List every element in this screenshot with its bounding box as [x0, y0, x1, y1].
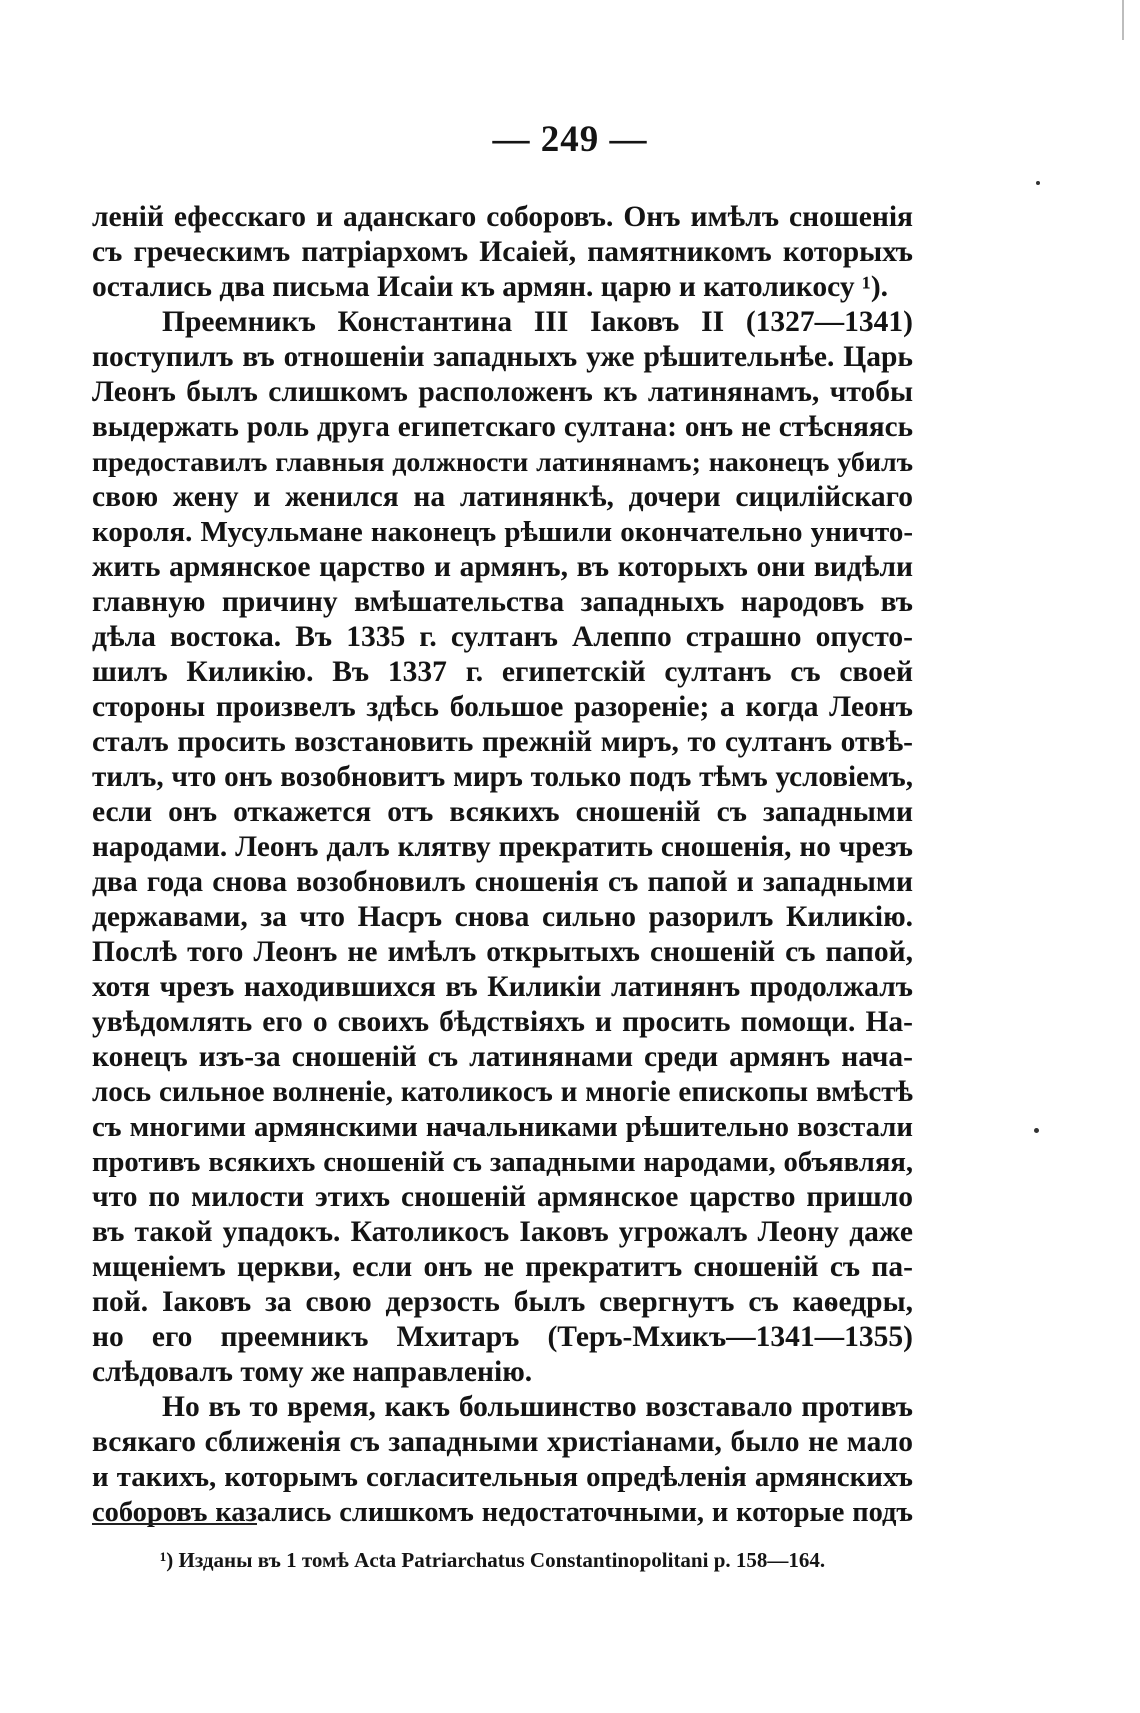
- text-line: поступилъ въ отношеніи западныхъ уже рѣшительнѣе. Царь: [92, 341, 913, 373]
- footnote: ¹) Изданы въ 1 томѣ Acta Patriarchatus Constantinopolitani p. 158—164.: [160, 1548, 826, 1572]
- text-line: главную причину вмѣшательства западныхъ народовъ въ: [92, 586, 913, 618]
- text-line: Леонъ былъ слишкомъ расположенъ къ латинянамъ, чтобы: [92, 376, 913, 408]
- text-line: два года снова возобновилъ сношенія съ папой и западными: [92, 866, 913, 898]
- text-line: дѣла востока. Въ 1335 г. султанъ Алеппо страшно опусто-: [92, 621, 913, 653]
- text-line: съ греческимъ патріархомъ Исаіей, памятникомъ которыхъ: [92, 236, 913, 268]
- body-text: [92, 200, 913, 1530]
- text-line: увѣдомлять его о своихъ бѣдствіяхъ и просить помощи. На-: [92, 1006, 913, 1038]
- text-line: Преемникъ Константина III Іаковъ II (1327—1341): [162, 306, 913, 338]
- text-line: свою жену и женился на латинянкѣ, дочери сицилійскаго: [92, 481, 913, 513]
- text-line: остались два письма Исаіи къ армян. царю и католикосу ¹).: [92, 271, 889, 303]
- text-line: мщеніемъ церкви, если онъ не прекратитъ сношеній съ па-: [92, 1251, 913, 1283]
- text-line: короля. Мусульмане наконецъ рѣшили окончательно уничто-: [92, 516, 913, 548]
- text-line: что по милости этихъ сношеній армянское царство пришло: [92, 1181, 913, 1213]
- text-line: жить армянское царство и армянъ, въ которыхъ они видѣли: [92, 551, 913, 583]
- text-line: выдержать роль друга египетскаго султана: онъ не стѣсняясь: [92, 411, 913, 443]
- text-line: предоставилъ главныя должности латинянамъ; наконецъ убилъ: [92, 447, 913, 478]
- text-line: слѣдовалъ тому же направленію.: [92, 1356, 533, 1388]
- text-line: но его преемникъ Мхитаръ (Теръ-Мхикъ—1341—1355): [92, 1321, 913, 1353]
- text-line: всякаго сближенія съ западными христіанами, было не мало: [92, 1426, 913, 1458]
- scan-speck: [1036, 181, 1040, 185]
- text-line: тилъ, что онъ возобновитъ миръ только подъ тѣмъ условіемъ,: [92, 761, 913, 793]
- text-line: лось сильное волненіе, католикосъ и многіе епископы вмѣстѣ: [92, 1076, 913, 1108]
- text-line: пой. Іаковъ за свою дерзость былъ свергнутъ съ каѳедры,: [92, 1286, 913, 1318]
- text-line: и такихъ, которымъ согласительныя опредѣленія армянскихъ: [92, 1461, 913, 1493]
- text-line: хотя чрезъ находившихся въ Киликіи латинянъ продолжалъ: [92, 971, 913, 1003]
- footnote-rule: [92, 1523, 257, 1525]
- text-line: съ многими армянскими начальниками рѣшительно возстали: [92, 1111, 913, 1143]
- text-line: если онъ откажется отъ всякихъ сношеній съ западными: [92, 796, 913, 828]
- scan-edge-line: [1122, 0, 1124, 40]
- text-line: Но въ то время, какъ большинство возставало противъ: [162, 1391, 913, 1423]
- text-line: стороны произвелъ здѣсь большое разореніе; а когда Леонъ: [92, 691, 913, 723]
- text-line: противъ всякихъ сношеній съ западными народами, объявляя,: [92, 1146, 913, 1178]
- page-number: — 249 —: [492, 119, 648, 160]
- text-line: сталъ просить возстановить прежній миръ, то султанъ отвѣ-: [92, 726, 913, 758]
- text-line: конецъ изъ-за сношеній съ латинянами среди армянъ нача-: [92, 1041, 913, 1073]
- text-line: шилъ Киликію. Въ 1337 г. египетскій султанъ съ своей: [92, 656, 913, 688]
- text-line: соборовъ казались слишкомъ недостаточными, и которые подъ: [92, 1497, 913, 1528]
- text-line: въ такой упадокъ. Католикосъ Іаковъ угрожалъ Леону даже: [92, 1216, 913, 1248]
- text-line: Послѣ того Леонъ не имѣлъ открытыхъ сношеній съ папой,: [92, 936, 913, 968]
- text-line: народами. Леонъ далъ клятву прекратить сношенія, но чрезъ: [92, 831, 913, 863]
- text-line: державами, за что Насръ снова сильно разорилъ Киликію.: [92, 901, 913, 933]
- scan-speck: [1034, 1128, 1039, 1133]
- text-line: леній ефесскаго и аданскаго соборовъ. Онъ имѣлъ сношенія: [92, 201, 913, 233]
